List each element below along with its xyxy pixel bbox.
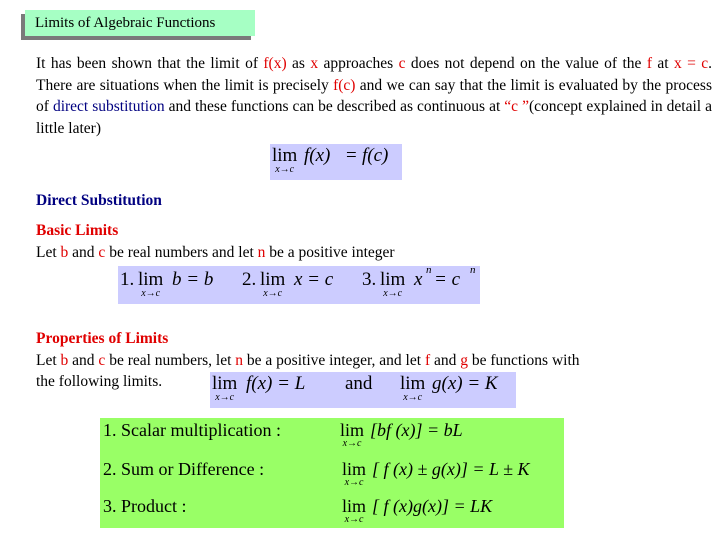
limit-operator bbox=[342, 496, 366, 525]
intro-direct-substitution: direct substitution bbox=[52, 98, 165, 115]
lim-subscript: x→c bbox=[141, 288, 161, 299]
lim-subscript: x→c bbox=[275, 164, 295, 175]
basic-limits-formulas bbox=[118, 266, 480, 304]
main-limit-formula bbox=[270, 144, 402, 180]
formula-expression: g(x) = K bbox=[432, 373, 498, 394]
intro-fc: f(c) bbox=[333, 76, 356, 94]
limit-operator bbox=[342, 459, 366, 488]
lim-text: lim bbox=[138, 269, 164, 290]
text: and bbox=[68, 244, 99, 261]
text: be a positive integer bbox=[265, 244, 395, 261]
text: be real numbers and let bbox=[105, 244, 258, 261]
intro-text: . There are situations when the limit is precisely bbox=[36, 55, 712, 94]
slide-title bbox=[25, 10, 255, 36]
limit-operator bbox=[400, 373, 425, 403]
formula-equals: = bbox=[346, 145, 357, 166]
properties-box bbox=[100, 418, 564, 528]
var-n: n bbox=[257, 244, 266, 261]
intro-c: c bbox=[398, 55, 406, 72]
lim-text: lim bbox=[212, 373, 238, 394]
text: and bbox=[68, 352, 99, 369]
formula-expression: x bbox=[414, 269, 423, 290]
var-c: c bbox=[98, 352, 106, 369]
lim-subscript: x→c bbox=[344, 477, 364, 488]
lim-text: lim bbox=[342, 459, 367, 479]
text: be real numbers, let bbox=[105, 352, 236, 369]
lim-text: lim bbox=[400, 373, 426, 394]
formula-lhs: f(x) bbox=[304, 145, 331, 166]
formula-and: and bbox=[345, 373, 373, 394]
formula-expression: b = b bbox=[172, 269, 214, 290]
limit-operator bbox=[380, 269, 405, 299]
formula-superscript: n bbox=[470, 264, 476, 276]
lim-subscript: x→c bbox=[215, 392, 235, 403]
limit-operator bbox=[260, 269, 285, 299]
intro-text: as bbox=[286, 55, 311, 72]
intro-text: approaches bbox=[318, 55, 399, 72]
lim-text: lim bbox=[260, 269, 286, 290]
properties-line-2: the following limits. bbox=[36, 373, 163, 390]
formula-number: 1. bbox=[120, 269, 135, 290]
limit-operator bbox=[212, 373, 237, 403]
property-expression: [ f (x)g(x)] = LK bbox=[372, 496, 493, 516]
intro-text: It has been shown that the limit of bbox=[36, 55, 264, 72]
lim-subscript: x→c bbox=[383, 288, 403, 299]
lim-text: lim bbox=[380, 269, 406, 290]
var-g: g bbox=[460, 352, 468, 369]
intro-fx: f(x) bbox=[263, 55, 287, 72]
lim-text: lim bbox=[342, 496, 367, 516]
formula-superscript: n bbox=[426, 264, 432, 276]
var-b: b bbox=[60, 352, 69, 369]
formula-number: 3. bbox=[362, 269, 377, 290]
text: Let bbox=[36, 244, 61, 261]
var-n: n bbox=[235, 352, 244, 369]
text: and bbox=[430, 352, 461, 369]
property-label: 3. Product : bbox=[103, 496, 187, 516]
formula-number: 2. bbox=[242, 269, 257, 290]
basic-limits-text bbox=[36, 244, 395, 262]
intro-x-eq-c: x = c bbox=[673, 55, 709, 72]
property-label: 1. Scalar multiplication : bbox=[103, 420, 281, 440]
formula-expression: = c bbox=[434, 269, 461, 290]
properties-line-1 bbox=[36, 352, 580, 370]
slide-title-text: Limits of Algebraic Functions bbox=[35, 15, 216, 31]
intro-quoted-c: “c ” bbox=[504, 98, 529, 115]
text: be a positive integer, and let bbox=[243, 352, 425, 369]
lim-subscript: x→c bbox=[344, 514, 364, 525]
intro-text: at bbox=[652, 55, 674, 72]
direct-substitution-heading: Direct Substitution bbox=[36, 192, 162, 209]
property-expression: [bf (x)] = bL bbox=[370, 420, 463, 440]
intro-text: (concept explained in detail a little later) bbox=[36, 98, 712, 137]
property-label: 2. Sum or Difference : bbox=[103, 459, 265, 479]
property-expression: [ f (x) ± g(x)] = L ± K bbox=[372, 459, 530, 479]
text: be functions with bbox=[468, 352, 580, 369]
formula-rhs: f(c) bbox=[362, 145, 389, 166]
formula-expression: x = c bbox=[294, 269, 334, 290]
var-f: f bbox=[424, 352, 431, 369]
var-b: b bbox=[60, 244, 69, 261]
formula-expression: f(x) = L bbox=[246, 373, 306, 394]
intro-x: x bbox=[310, 55, 319, 72]
limit-operator bbox=[138, 269, 163, 299]
limit-operator bbox=[272, 145, 297, 175]
lim-subscript: x→c bbox=[403, 392, 423, 403]
basic-limits-heading: Basic Limits bbox=[36, 222, 119, 239]
intro-text: and these functions can be described as continuous at bbox=[164, 98, 505, 115]
intro-text: and we can say that the limit is evaluated by the process of bbox=[36, 76, 712, 115]
lim-subscript: x→c bbox=[263, 288, 283, 299]
lim-text: lim bbox=[340, 420, 365, 440]
intro-text: does not depend on the value of the bbox=[405, 55, 647, 72]
limit-operator bbox=[340, 420, 364, 449]
intro-f: f bbox=[646, 55, 652, 72]
intro-paragraph bbox=[36, 53, 712, 139]
given-limits-formula bbox=[210, 372, 516, 408]
var-c: c bbox=[98, 244, 106, 261]
lim-text: lim bbox=[272, 145, 298, 166]
lim-subscript: x→c bbox=[342, 438, 362, 449]
properties-heading: Properties of Limits bbox=[36, 330, 169, 347]
text: Let bbox=[36, 352, 61, 369]
